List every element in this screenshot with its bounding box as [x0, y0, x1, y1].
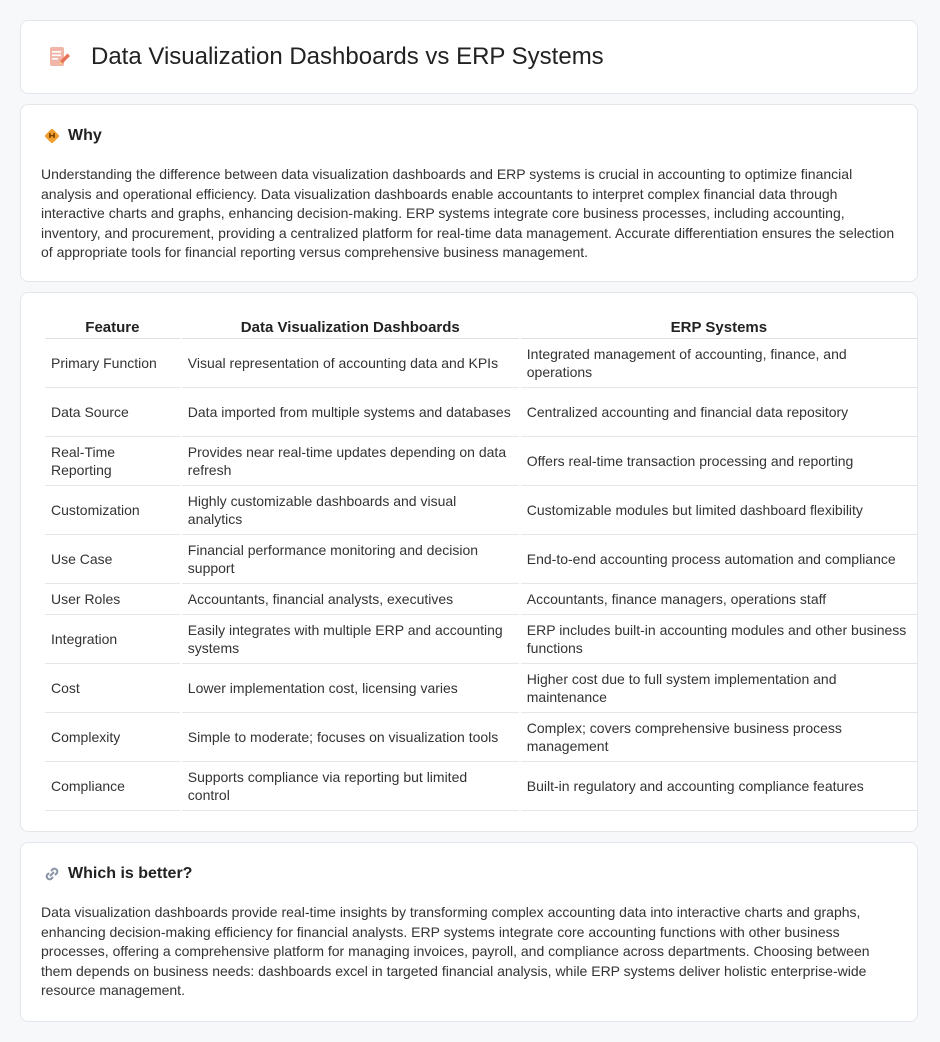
dashboards-cell: Accountants, financial analysts, executives [182, 584, 519, 615]
table-row [45, 339, 917, 388]
feature-cell: Integration [45, 615, 180, 664]
why-section [20, 104, 918, 282]
page-title: Data Visualization Dashboards vs ERP Systems [91, 43, 604, 70]
warning-diamond-icon [43, 127, 61, 145]
table-row [45, 584, 917, 615]
dashboards-cell: Highly customizable dashboards and visual analytics [182, 486, 519, 535]
dashboards-cell: Data imported from multiple systems and databases [182, 388, 519, 437]
table-row [45, 713, 917, 762]
table-row [45, 437, 917, 486]
erp-cell: Accountants, finance managers, operations staff [521, 584, 917, 615]
erp-cell: Complex; covers comprehensive business process management [521, 713, 917, 762]
dashboards-cell: Supports compliance via reporting but limited control [182, 762, 519, 811]
erp-cell: Higher cost due to full system implementation and maintenance [521, 664, 917, 713]
header-erp: ERP Systems [521, 317, 917, 339]
feature-cell: Use Case [45, 535, 180, 584]
dashboards-cell: Easily integrates with multiple ERP and accounting systems [182, 615, 519, 664]
link-icon [43, 865, 61, 883]
why-heading-row [43, 127, 102, 145]
dashboards-cell: Simple to moderate; focuses on visualization tools [182, 713, 519, 762]
erp-cell: Offers real-time transaction processing and reporting [521, 437, 917, 486]
table-row [45, 615, 917, 664]
feature-cell: Cost [45, 664, 180, 713]
why-text: Understanding the difference between data visualization dashboards and ERP systems is crucial in accounting to optimize financial analysis and operational efficiency. Data visualization dashboards enable accountants to interpret complex financial data through interactive charts and graphs, enhancing decision-making. ERP systems integrate core business processes, including accounting, inventory, and procurement, providing a centralized platform for real-time data management. Accurate differentiation ensures the selection of appropriate tools for financial reporting versus comprehensive business management. [41, 166, 895, 260]
erp-cell: ERP includes built-in accounting modules and other business functions [521, 615, 917, 664]
erp-cell: Built-in regulatory and accounting compliance features [521, 762, 917, 811]
feature-cell: Data Source [45, 388, 180, 437]
document-pencil-icon [47, 45, 71, 69]
erp-cell: Integrated management of accounting, finance, and operations [521, 339, 917, 388]
feature-cell: Real-Time Reporting [45, 437, 180, 486]
comparison-section [20, 292, 918, 832]
table-row [45, 535, 917, 584]
comparison-table [43, 317, 919, 811]
table-row [45, 486, 917, 535]
erp-cell: End-to-end accounting process automation and compliance [521, 535, 917, 584]
dashboards-cell: Provides near real-time updates depending on data refresh [182, 437, 519, 486]
dashboards-cell: Financial performance monitoring and decision support [182, 535, 519, 584]
table-row [45, 388, 917, 437]
header-dashboards: Data Visualization Dashboards [182, 317, 519, 339]
erp-cell: Customizable modules but limited dashboard flexibility [521, 486, 917, 535]
feature-cell: Primary Function [45, 339, 180, 388]
feature-cell: Complexity [45, 713, 180, 762]
better-heading: Which is better? [68, 865, 193, 882]
feature-cell: User Roles [45, 584, 180, 615]
feature-cell: Customization [45, 486, 180, 535]
header-feature: Feature [45, 317, 180, 339]
feature-cell: Compliance [45, 762, 180, 811]
why-heading: Why [68, 127, 102, 144]
better-text: Data visualization dashboards provide real-time insights by transforming complex accounting data into interactive charts and graphs, enhancing decision-making efficiency for financial analysts. ERP systems integrate core accounting functions with other business processes, offering a comprehensive platform for managing invoices, payroll, and compliance across departments. Choosing between them depends on business needs: dashboards excel in targeted financial analysis, while ERP systems deliver holistic enterprise-wide resource management. [41, 904, 870, 998]
title-card [20, 20, 918, 94]
erp-cell: Centralized accounting and financial data repository [521, 388, 917, 437]
dashboards-cell: Visual representation of accounting data and KPIs [182, 339, 519, 388]
which-better-section [20, 842, 918, 1022]
table-header-row [45, 317, 917, 339]
table-row [45, 762, 917, 811]
dashboards-cell: Lower implementation cost, licensing varies [182, 664, 519, 713]
table-row [45, 664, 917, 713]
better-heading-row [43, 865, 192, 883]
